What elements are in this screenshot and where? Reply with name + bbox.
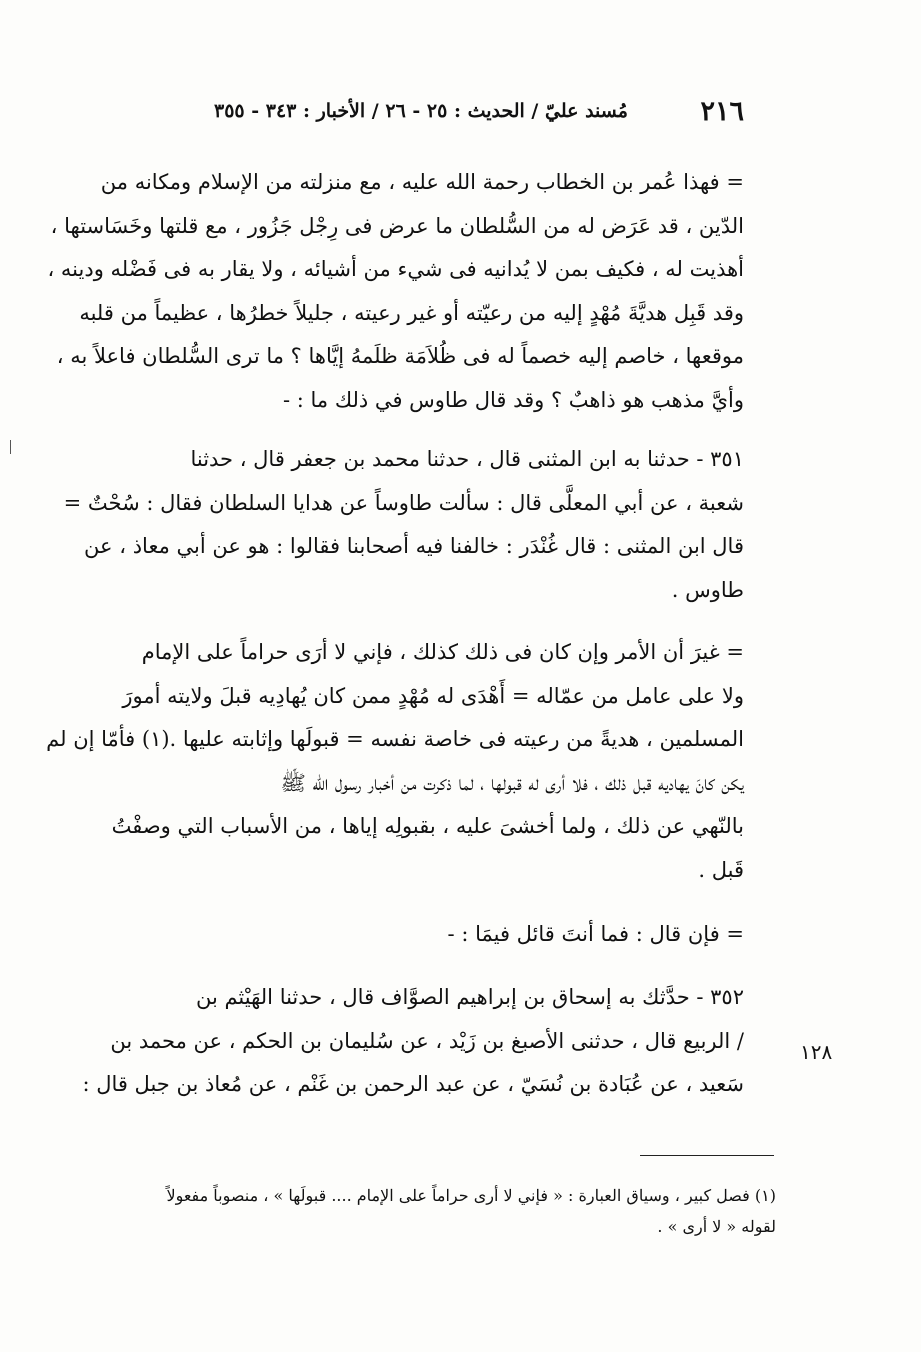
- paragraph-4: [118, 913, 744, 957]
- text-line: قال ابن المثنى : قال غُنْدَر : خالفنا فيه أصحابنا فقالوا : هو عن أبي معاذ ، عن: [84, 534, 744, 558]
- paragraph-5: [82, 976, 744, 1107]
- paragraph-2: [63, 438, 744, 612]
- text-line: أهذيت له ، فكيف بمن لا يُدانيه فى شيء من أشيائه ، ولا يقار به فى فَضْله ودينه ،: [47, 257, 744, 281]
- text-line: طاوس .: [671, 577, 744, 602]
- page-number: ٢١٦: [700, 96, 744, 127]
- text-line: الدّين ، قد عَرَض له من السُّلطان ما عرض فى رِجْل جَزُور ، مع قلتها وخَسَاستها ،: [50, 213, 744, 238]
- paragraph-3: [46, 631, 744, 892]
- footnote-line: (١) فصل كبير ، وسياق العبارة : « فإني لا أرى حراماً على الإمام .... قبولَها » ، منصوباً مفعولاً: [166, 1186, 776, 1205]
- text-line: وأيَّ مذهب هو ذاهبٌ ؟ وقد قال طاوس في ذلك ما : -: [282, 387, 744, 412]
- footnote-divider: [640, 1155, 774, 1156]
- text-line: سَعيد ، عن عُبَادة بن نُسَيّ ، عن عبد الرحمن بن غَنْم ، عن مُعاذ بن جبل قال :: [82, 1072, 744, 1096]
- text-line: ٣٥١ - حدثنا به ابن المثنى قال ، حدثنا محمد بن جعفر قال ، حدثنا: [190, 447, 744, 471]
- text-line: = غيرَ أن الأمر وإن كان فى ذلك كذلك ، فإني لا أرَى حراماً على الإمام: [141, 640, 744, 664]
- running-title: مُسند عليّ / الحديث : ٢٥ - ٢٦ / الأخبار : ٣٤٣ - ٣٥٥: [214, 100, 628, 122]
- page-header: [214, 96, 744, 136]
- margin-page-reference: ١٢٨: [800, 1040, 833, 1064]
- text-line: بالنّهي عن ذلك ، ولما أخشىَ عليه ، بقبولِه إياها ، من الأسباب التي وصفْتُ: [111, 814, 744, 838]
- text-line: موقعها ، خاصم إليه خصماً له فى ظُلاَمَة ظلَمهُ إيَّاها ؟ ما ترى السُّلطان فاعلاً به ،: [56, 344, 744, 368]
- footnote-line: لقوله « لا أرى » .: [657, 1217, 776, 1236]
- text-line: ولا على عامل من عمّاله = أَهْدَى له مُهْدٍ ممن كان يُهادِيه قبلَ ولايته أمورَ: [122, 683, 744, 708]
- text-line: ٣٥٢ - حدَّثك به إسحاق بن إبراهيم الصوَّاف قال ، حدثنا الهَيْثم بن: [195, 985, 744, 1009]
- footnote: [130, 1180, 776, 1242]
- paragraph-1: [47, 161, 744, 422]
- text-line: قَبل .: [698, 857, 744, 882]
- text-line: وقد قَبِل هديَّةَ مُهْدٍ إليه من رعيّته أو غير رعيته ، جليلاً خطرُها ، عظيماً من قلبه: [79, 300, 744, 325]
- text-line: = فهذا عُمر بن الخطاب رحمة الله عليه ، مع منزلته من الإسلام ومكانه من: [100, 170, 744, 194]
- text-line: = فإن قال : فما أنتَ قائل فيمَا : -: [447, 922, 744, 946]
- scan-edge-mark: [10, 440, 11, 454]
- text-line: شعبة ، عن أبي المعلَّى قال : سألت طاوساً عن هدايا السلطان فقال : سُحْتٌ =: [63, 490, 744, 515]
- text-line: يكن كانَ يهاديه قبل ذلك ، فلا أرى له قبولها ، لما ذكرت من أخبار رسول الله ﷺ: [280, 770, 744, 795]
- text-line: / الربيع قال ، حدثنى الأصبغ بن زَيْد ، عن سُليمان بن الحكم ، عن محمد بن: [110, 1028, 744, 1053]
- text-line: المسلمين ، هديةً من رعيته فى خاصة نفسه = قبولَها وإثابته عليها .(١) فأمّا إن لم: [46, 727, 744, 751]
